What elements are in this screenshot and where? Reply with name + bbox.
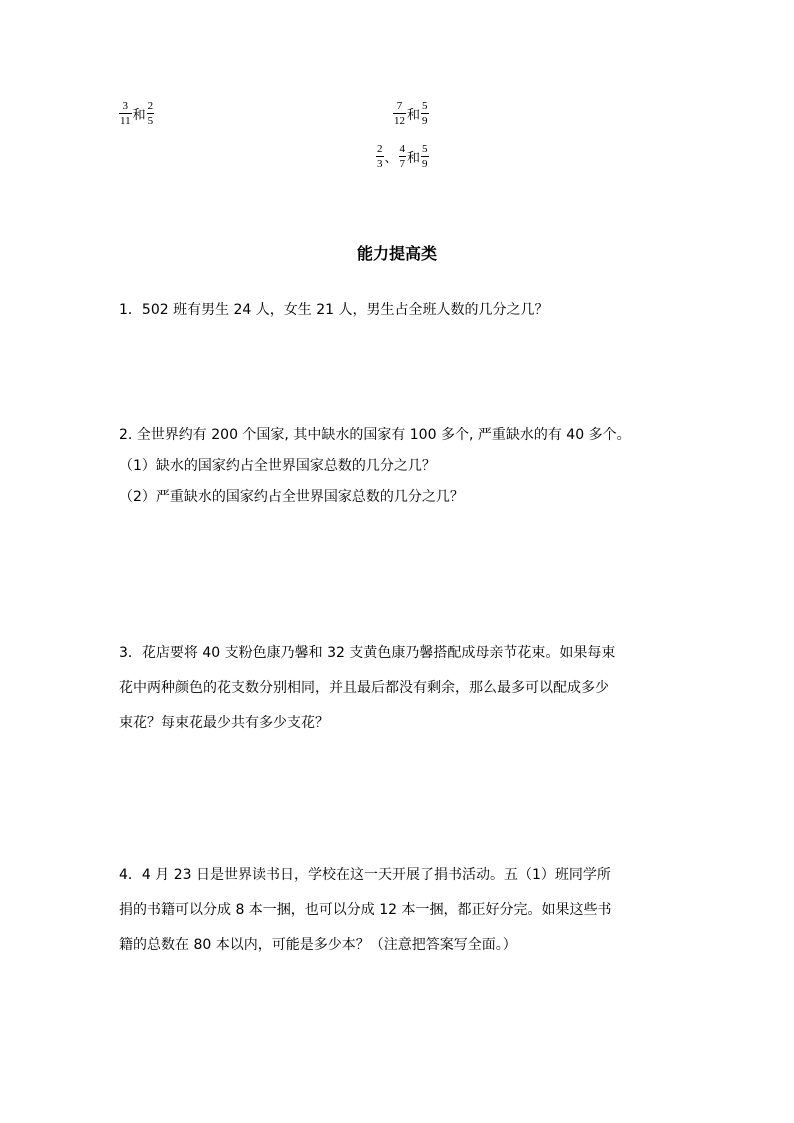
fraction-pair-a	[119, 100, 154, 127]
question-line: （1）缺水的国家约占全世界国家总数的几分之几？	[119, 458, 436, 474]
joiner-text: 和	[132, 108, 146, 123]
question-2	[119, 420, 631, 513]
fraction: $\frac{3}{11}$	[120, 100, 131, 127]
joiner-text: 、	[384, 151, 398, 166]
question-line: 1．502 班有男生 24 人，女生 21 人，男生占全班人数的几分之几？	[119, 302, 549, 318]
question-1	[119, 295, 549, 325]
fraction: $\frac{5}{9}$	[422, 143, 428, 170]
fraction-pair-b	[393, 100, 429, 127]
fraction-triple	[376, 143, 429, 170]
fraction: $\frac{2}{3}$	[377, 143, 383, 170]
question-line: 2. 全世界约有 200 个国家, 其中缺水的国家有 100 多个, 严重缺水的有 40 多个。	[119, 427, 631, 443]
section-title: 能力提高类	[356, 244, 437, 263]
fraction: $\frac{4}{7}$	[399, 143, 406, 170]
fraction: $\frac{5}{9}$	[422, 100, 428, 127]
fraction: $\frac{2}{5}$	[147, 100, 154, 127]
question-line: 束花？每束花最少共有多少支花？	[119, 715, 329, 731]
question-3	[119, 636, 615, 741]
question-line: 籍的总数在 80 本以内，可能是多少本？（注意把答案写全面。）	[119, 937, 517, 953]
joiner-text: 和	[407, 108, 421, 123]
question-line: 3．花店要将 40 支粉色康乃馨和 32 支黄色康乃馨搭配成母亲节花束。如果每束	[119, 645, 616, 661]
fraction: $\frac{7}{12}$	[394, 100, 405, 127]
question-line: （2）严重缺水的国家约占全世界国家总数的几分之几？	[119, 489, 464, 505]
joiner-text: 和	[407, 151, 421, 166]
question-line: 捐的书籍可以分成 8 本一捆，也可以分成 12 本一捆，都正好分完。如果这些书	[119, 902, 612, 918]
question-line: 花中两种颜色的花支数分别相同，并且最后都没有剩余，那么最多可以配成多少	[119, 680, 609, 696]
question-line: 4．4 月 23 日是世界读书日，学校在这一天开展了捐书活动。五（1）班同学所	[119, 867, 611, 883]
question-4	[119, 858, 612, 963]
